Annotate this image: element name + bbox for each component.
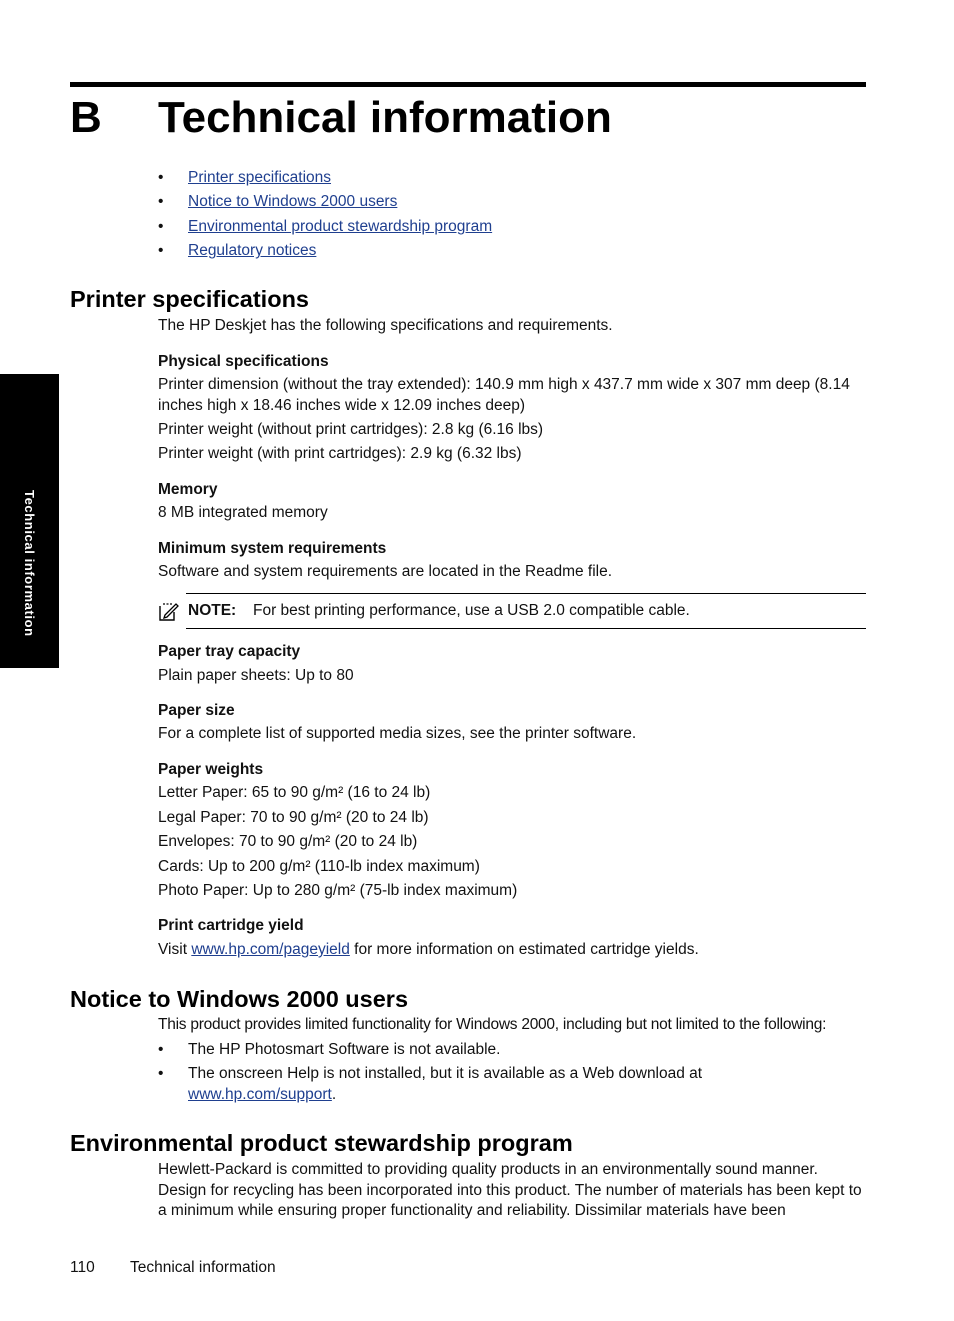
toc-item: [158, 217, 492, 241]
note-text: For best printing performance, use a USB 2.0 compatible cable.: [253, 602, 690, 619]
paper-weight-item: Cards: Up to 200 g/m² (110-lb index maximum): [158, 858, 480, 875]
printer-dimension: Printer dimension (without the tray extended): 140.9 mm high x 437.7 mm wide x 307 mm deep (8.14 inches high x 18.46 inches wide x 12.09 inches deep): [158, 376, 850, 414]
paper-tray-text: Plain paper sheets: Up to 80: [158, 667, 354, 684]
toc-link-printer-specifications[interactable]: Printer specifications: [188, 169, 332, 186]
paper-weight-item: Legal Paper: 70 to 90 g/m² (20 to 24 lb): [158, 809, 429, 826]
paper-size-text: For a complete list of supported media sizes, see the printer software.: [158, 725, 637, 742]
hp-support-link[interactable]: www.hp.com/support: [188, 1085, 332, 1103]
paper-tray-heading: Paper tray capacity: [158, 643, 301, 660]
toc-item: [158, 168, 492, 192]
paper-weight-item: Letter Paper: 65 to 90 g/m² (16 to 24 lb): [158, 784, 431, 801]
paper-weight-item: Envelopes: 70 to 90 g/m² (20 to 24 lb): [158, 833, 418, 850]
paper-size-heading: Paper size: [158, 702, 235, 719]
toc-item: [158, 241, 492, 265]
printer-weight-with: Printer weight (with print cartridges): 2.9 kg (6.32 lbs): [158, 445, 522, 462]
toc-link-environmental[interactable]: Environmental product stewardship program: [188, 217, 493, 235]
windows2000-bullet: [158, 1064, 870, 1105]
min-req-heading: Minimum system requirements: [158, 540, 387, 557]
min-req-text: Software and system requirements are located in the Readme file.: [158, 563, 613, 580]
memory-text: 8 MB integrated memory: [158, 504, 328, 521]
yield-text-post: for more information on estimated cartridge yields.: [349, 941, 699, 958]
toc-link-regulatory[interactable]: Regulatory notices: [188, 242, 317, 260]
paper-weight-item: Photo Paper: Up to 280 g/m² (75-lb index maximum): [158, 882, 518, 899]
chapter-title: [70, 92, 612, 144]
environmental-text: Hewlett-Packard is committed to providing quality products in an environmentally sound manner. Design for recycling has been incorporated into this product. The number of materials has been kept to a minimum while ensuring proper functionality and reliability. Dissimilar materials have been: [158, 1161, 862, 1219]
chapter-toc: [158, 168, 492, 266]
cartridge-yield-text: [158, 940, 870, 961]
chapter-top-rule: [70, 82, 866, 87]
toc-item: [158, 192, 492, 216]
yield-text-pre: Visit: [158, 941, 192, 958]
note-pencil-icon: [158, 600, 180, 622]
page-number: 110: [70, 1259, 95, 1276]
chapter-letter: B: [70, 93, 102, 142]
section-heading-printer-specifications: Printer specifications: [70, 286, 309, 312]
paper-weights-heading: Paper weights: [158, 761, 264, 778]
section-heading-environmental: Environmental product stewardship program: [70, 1130, 573, 1156]
physical-specs-heading: Physical specifications: [158, 353, 329, 370]
bullet2-text-post: .: [331, 1085, 337, 1103]
footer-title: Technical information: [130, 1259, 276, 1276]
page-footer: [70, 1258, 276, 1278]
side-tab-label: Technical information: [22, 490, 37, 637]
windows2000-intro: This product provides limited functionality for Windows 2000, including but not limited to the following:: [158, 1016, 827, 1033]
cartridge-yield-heading: Print cartridge yield: [158, 917, 304, 934]
printer-weight-without: Printer weight (without print cartridges): 2.8 kg (6.16 lbs): [158, 421, 544, 438]
note-label: NOTE:: [188, 602, 237, 619]
memory-heading: Memory: [158, 481, 218, 498]
section-heading-windows-2000: Notice to Windows 2000 users: [70, 986, 409, 1012]
windows2000-bullet: • The HP Photosmart Software is not available.: [158, 1040, 870, 1061]
printer-specs-intro: The HP Deskjet has the following specifications and requirements.: [158, 317, 613, 334]
pageyield-link[interactable]: www.hp.com/pageyield: [191, 941, 350, 958]
bullet2-text-pre: The onscreen Help is not installed, but it is available as a Web download at: [188, 1065, 703, 1082]
toc-link-windows-2000[interactable]: Notice to Windows 2000 users: [188, 193, 398, 211]
chapter-title-text: Technical information: [158, 93, 612, 142]
